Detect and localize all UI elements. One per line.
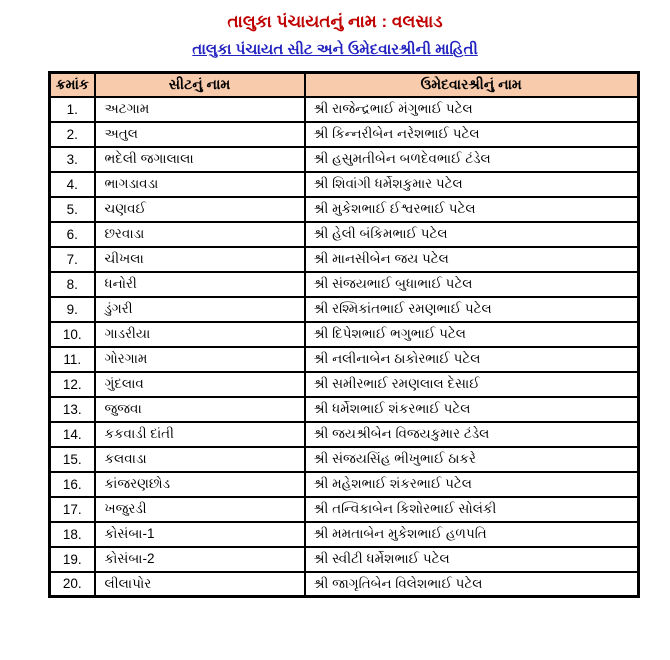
seat-name-cell: છરવાડા — [95, 222, 305, 247]
candidates-table — [48, 71, 640, 598]
serial-number-cell: 6. — [50, 222, 95, 247]
seat-name-cell: જુજવા — [95, 397, 305, 422]
serial-number-cell: 3. — [50, 147, 95, 172]
seat-name-cell: ચીખલા — [95, 247, 305, 272]
serial-number-cell: 2. — [50, 122, 95, 147]
candidate-name-cell: શ્રી કિન્નરીબેન નરેશભાઈ પટેલ — [305, 122, 639, 147]
candidate-name-cell: શ્રી જયશ્રીબેન વિજયકુમાર ટંડેલ — [305, 422, 639, 447]
serial-number-cell: 20. — [50, 572, 95, 597]
table-row — [50, 197, 639, 222]
serial-number-cell: 16. — [50, 472, 95, 497]
page-subtitle: તાલુકા પંચાયત સીટ અને ઉમેદવારશ્રીની માહિતી — [192, 41, 478, 58]
table-row — [50, 172, 639, 197]
serial-number-cell: 9. — [50, 297, 95, 322]
seat-name-cell: ગોરગામ — [95, 347, 305, 372]
table-row — [50, 422, 639, 447]
seat-name-cell: કલવાડા — [95, 447, 305, 472]
header-row — [50, 73, 639, 97]
serial-number-cell: 13. — [50, 397, 95, 422]
seat-name-cell: કોસંબા-1 — [95, 522, 305, 547]
seat-name-cell: ગાડરીયા — [95, 322, 305, 347]
serial-number-cell: 7. — [50, 247, 95, 272]
table-row — [50, 147, 639, 172]
candidate-name-cell: શ્રી મમતાબેન મુકેશભાઈ હળપતિ — [305, 522, 639, 547]
candidate-name-cell: શ્રી સમીરભાઈ રમણલાલ દેસાઈ — [305, 372, 639, 397]
header-candidate-name: ઉમેદવારશ્રીનું નામ — [305, 73, 639, 97]
seat-name-cell: ડુંગરી — [95, 297, 305, 322]
table-row — [50, 97, 639, 122]
seat-name-cell: ધનોરી — [95, 272, 305, 297]
table-row — [50, 272, 639, 297]
table-row — [50, 372, 639, 397]
table-row — [50, 347, 639, 372]
seat-name-cell: કોસંબા-2 — [95, 547, 305, 572]
serial-number-cell: 5. — [50, 197, 95, 222]
table-row — [50, 247, 639, 272]
serial-number-cell: 10. — [50, 322, 95, 347]
candidate-name-cell: શ્રી હેલી બંકિમભાઈ પટેલ — [305, 222, 639, 247]
seat-name-cell: કકવાડી દાંતી — [95, 422, 305, 447]
table-row — [50, 222, 639, 247]
seat-name-cell: કાંજરણછોડ — [95, 472, 305, 497]
candidate-name-cell: શ્રી માનસીબેન જય પટેલ — [305, 247, 639, 272]
seat-name-cell: ભદેલી જગાલાલા — [95, 147, 305, 172]
table-row — [50, 122, 639, 147]
candidate-name-cell: શ્રી સંજયસિંહ ભીખુભાઈ ઠાકરે — [305, 447, 639, 472]
serial-number-cell: 12. — [50, 372, 95, 397]
seat-name-cell: ચણવઈ — [95, 197, 305, 222]
serial-number-cell: 17. — [50, 497, 95, 522]
seat-name-cell: ગુંદલાવ — [95, 372, 305, 397]
candidate-name-cell: શ્રી રાજેન્દ્રભાઈ મંગુભાઈ પટેલ — [305, 97, 639, 122]
serial-number-cell: 15. — [50, 447, 95, 472]
page-title: તાલુકા પંચાયતનું નામ : વલસાડ — [227, 12, 443, 31]
table-row — [50, 522, 639, 547]
candidate-name-cell: શ્રી શિવાંગી ધર્મેશકુમાર પટેલ — [305, 172, 639, 197]
seat-name-cell: અતુલ — [95, 122, 305, 147]
serial-number-cell: 14. — [50, 422, 95, 447]
seat-name-cell: ભાગડાવડા — [95, 172, 305, 197]
table-row — [50, 497, 639, 522]
candidate-name-cell: શ્રી મુકેશભાઈ ઈશ્વરભાઈ પટેલ — [305, 197, 639, 222]
seat-name-cell: લીલાપોર — [95, 572, 305, 597]
candidate-name-cell: શ્રી હસુમતીબેન બળદેવભાઈ ટંડેલ — [305, 147, 639, 172]
serial-number-cell: 8. — [50, 272, 95, 297]
header-seat-name: સીટનું નામ — [95, 73, 305, 97]
table-body — [50, 97, 639, 597]
candidate-name-cell: શ્રી જાગૃતિબેન વિલેશભાઈ પટેલ — [305, 572, 639, 597]
candidate-name-cell: શ્રી સંજયભાઈ બુધાભાઈ પટેલ — [305, 272, 639, 297]
serial-number-cell: 1. — [50, 97, 95, 122]
candidate-name-cell: શ્રી નલીનાબેન ઠાકોરભાઈ પટેલ — [305, 347, 639, 372]
table-row — [50, 322, 639, 347]
candidate-name-cell: શ્રી ધર્મેશભાઈ શંકરભાઈ પટેલ — [305, 397, 639, 422]
table-row — [50, 472, 639, 497]
candidate-name-cell: શ્રી દિપેશભાઈ ભગુભાઈ પટેલ — [305, 322, 639, 347]
seat-name-cell: અટગામ — [95, 97, 305, 122]
seat-name-cell: ખજુરડી — [95, 497, 305, 522]
candidate-name-cell: શ્રી તન્વિકાબેન કિશોરભાઈ સોલંકી — [305, 497, 639, 522]
candidate-name-cell: શ્રી મહેશભાઈ શંકરભાઈ પટેલ — [305, 472, 639, 497]
serial-number-cell: 11. — [50, 347, 95, 372]
header-serial-number: ક્રમાંક — [50, 73, 95, 97]
candidate-name-cell: શ્રી રશ્મિકાંતભાઈ રમણભાઈ પટેલ — [305, 297, 639, 322]
table-row — [50, 447, 639, 472]
candidate-name-cell: શ્રી સ્વીટી ધર્મેશભાઈ પટેલ — [305, 547, 639, 572]
table-row — [50, 297, 639, 322]
serial-number-cell: 4. — [50, 172, 95, 197]
table-row — [50, 547, 639, 572]
serial-number-cell: 19. — [50, 547, 95, 572]
table-row — [50, 397, 639, 422]
table-header — [50, 73, 639, 97]
table-row — [50, 572, 639, 597]
serial-number-cell: 18. — [50, 522, 95, 547]
